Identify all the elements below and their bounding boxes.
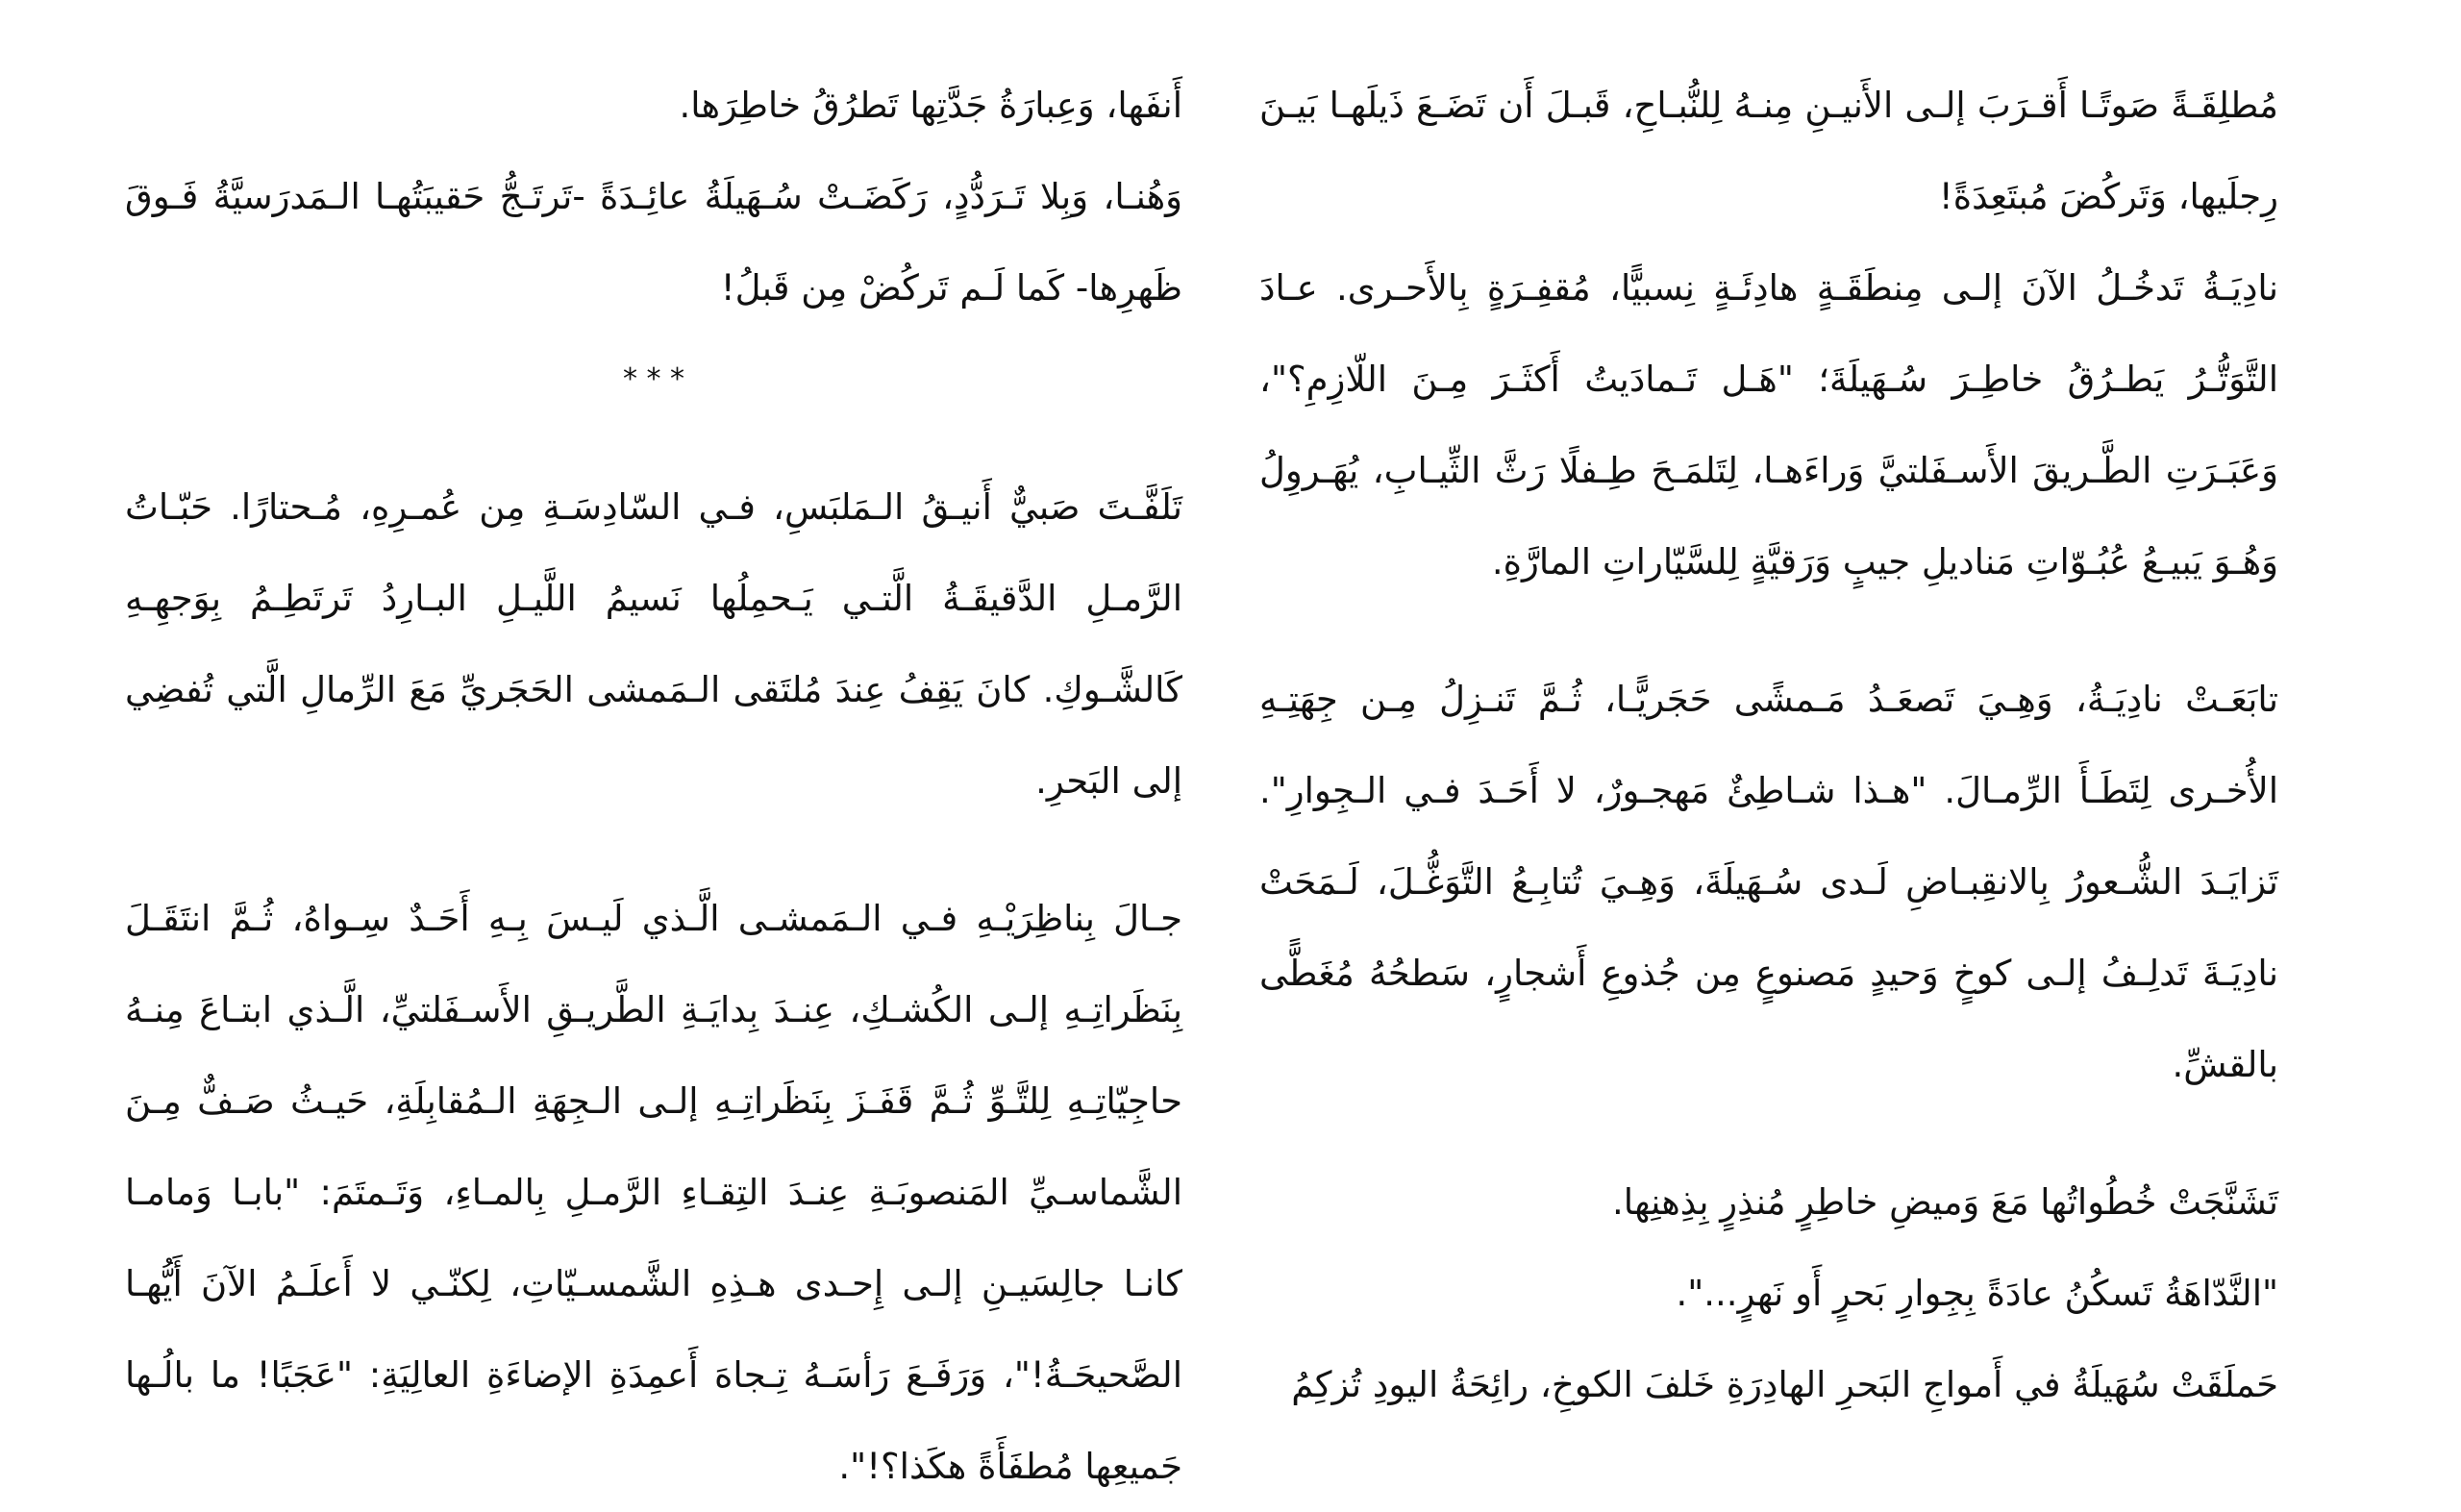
- paragraph: وَهُنـا، وَبِلا تَـرَدُّدٍ، رَكَضَـتْ سُـهَيلَةُ عائِـدَةً -تَرتَـجُّ حَقيبَتُهـا الـمَدرَسيَّةُ فَـوقَ ظَهرِها- كَما لَـم تَركُضْ مِن قَبلُ!: [125, 176, 1182, 309]
- paragraph: أَنفَها، وَعِبارَةُ جَدَّتِها تَطرُقُ خاطِرَها.: [679, 85, 1182, 126]
- paragraph: تابَعَـتْ نادِيَـةُ، وَهِـيَ تَصعَـدُ مَـمشًى حَجَريًّـا، ثُـمَّ تَنـزِلُ مِـن جِهَتِـهِ الأُخـرى لِتَطَـأَ الرِّمـالَ. "هـذا شـاطِئٌ مَهجـورٌ، لا أَحَـدَ فـي الـجِوارِ". تَزايَـدَ الشُّـعورُ بِالانقِبـاضِ لَـدى سُـهَيلَةَ، وَهِـيَ تُتابِـعُ التَّوَغُّـلَ، لَـمَحَتْ نادِيَـةَ تَدلِـفُ إلـى كوخٍ وَحيدٍ مَصنوعٍ مِن جُذوعِ أَشجارٍ، سَطحُهُ مُغَطًّى بالقشِّ.: [1259, 679, 2278, 1085]
- section-separator: * * *: [622, 362, 685, 396]
- paragraph: تَلَفَّـتَ صَبيٌّ أَنيـقُ الـمَلبَسِ، فـي السّادِسَـةِ مِن عُمـرِهِ، مُـحتارًا. حَبّـاتُ الرَّمـلِ الدَّقيقَـةُ الَّتـي يَـحمِلُها نَسيمُ اللَّيـلِ البـارِدُ تَرتَطِـمُ بِوَجهِـهِ كَالشَّـوكِ. كانَ يَقِفُ عِندَ مُلتَقى الـمَمشى الحَجَريِّ مَعَ الرِّمالِ الَّتي تُفضِي إلى البَحرِ.: [125, 486, 1182, 802]
- paragraph: جـالَ بِناظِرَيْـهِ فـي الـمَمشـى الَّـذي لَيـسَ بِـهِ أَحَـدٌ سِـواهُ، ثُـمَّ انتَقَـلَ بِنَظَراتِـهِ إلـى الكُشـكِ، عِنـدَ بِدايَـةِ الطَّريـقِ الأَسـفَلتيِّ، الَّـذي ابتـاعَ مِنـهُ حاجِيّاتِـهِ لِلتَّـوِّ ثُـمَّ قَفَـزَ بِنَظَراتِـهِ إلـى الـجِهَةِ الـمُقابِلَةِ، حَيـثُ صَـفٌّ مِـنَ الشَّماسـيِّ المَنصوبَـةِ عِنـدَ التِقـاءِ الرَّمـلِ بِالمـاءِ، وَتَـمتَمَ: "بابـا وَمامـا كانـا جالِسَيـنِ إلـى إِحـدى هـذِهِ الشَّمسـيّاتِ، لِكنّـي لا أَعلَـمُ الآنَ أَيُّهـا الصَّحيحَـةُ!"، وَرَفَـعَ رَأسَـهُ تِـجاهَ أَعمِدَةِ الإضاءَةِ العالِيَةِ: "عَجَبًا! ما بالُـها جَميعِها مُطفَأَةً هكَذا؟!".: [125, 898, 1182, 1487]
- left-page: [125, 60, 1182, 1512]
- paragraph: مُطلِقَـةً صَوتًـا أَقـرَبَ إلـى الأَنيـنِ مِنـهُ لِلنُّبـاحِ، قَبـلَ أَن تَضَـعَ ذَيلَهـا بَيـنَ رِجلَيها، وَتَركُضَ مُبتَعِدَةً!: [1259, 85, 2278, 217]
- paragraph: تَشَنَّجَتْ خُطُواتُها مَعَ وَميضِ خاطِرٍ مُنذِرٍ بِذِهنِها.: [1612, 1181, 2278, 1223]
- paragraph: حَملَقَتْ سُهَيلَةُ في أَمواجِ البَحرِ الهادِرَةِ خَلفَ الكوخِ، رائِحَةُ اليودِ تُزكِمُ: [1291, 1364, 2278, 1405]
- right-page: [1259, 60, 2278, 1430]
- paragraph: "النَّدّاهَةُ تَسكُنُ عادَةً بِجِوارِ بَحرٍ أَو نَهرٍ...".: [1676, 1273, 2278, 1314]
- paragraph: نادِيَـةُ تَدخُـلُ الآنَ إلـى مِنطَقَـةٍ هادِئَـةٍ نِسبيًّا، مُقفِـرَةٍ بِالأَحـرى. عـادَ التَّوَتُّـرُ يَطـرُقُ خاطِـرَ سُـهَيلَةَ؛ "هَـل تَـمادَيتُ أَكثَـرَ مِـنَ اللّازِمِ؟"، وَعَبَـرَتِ الطَّـريقَ الأَسـفَلتيَّ وَراءَهـا، لِتَلمَـحَ طِـفلًا رَثَّ الثِّيـابِ، يُهَـروِلُ وَهُـوَ يَبيـعُ عُبُـوّاتِ مَناديلِ جيبٍ وَرَقيَّةٍ لِلسَّيّاراتِ المارَّةِ.: [1259, 267, 2278, 582]
